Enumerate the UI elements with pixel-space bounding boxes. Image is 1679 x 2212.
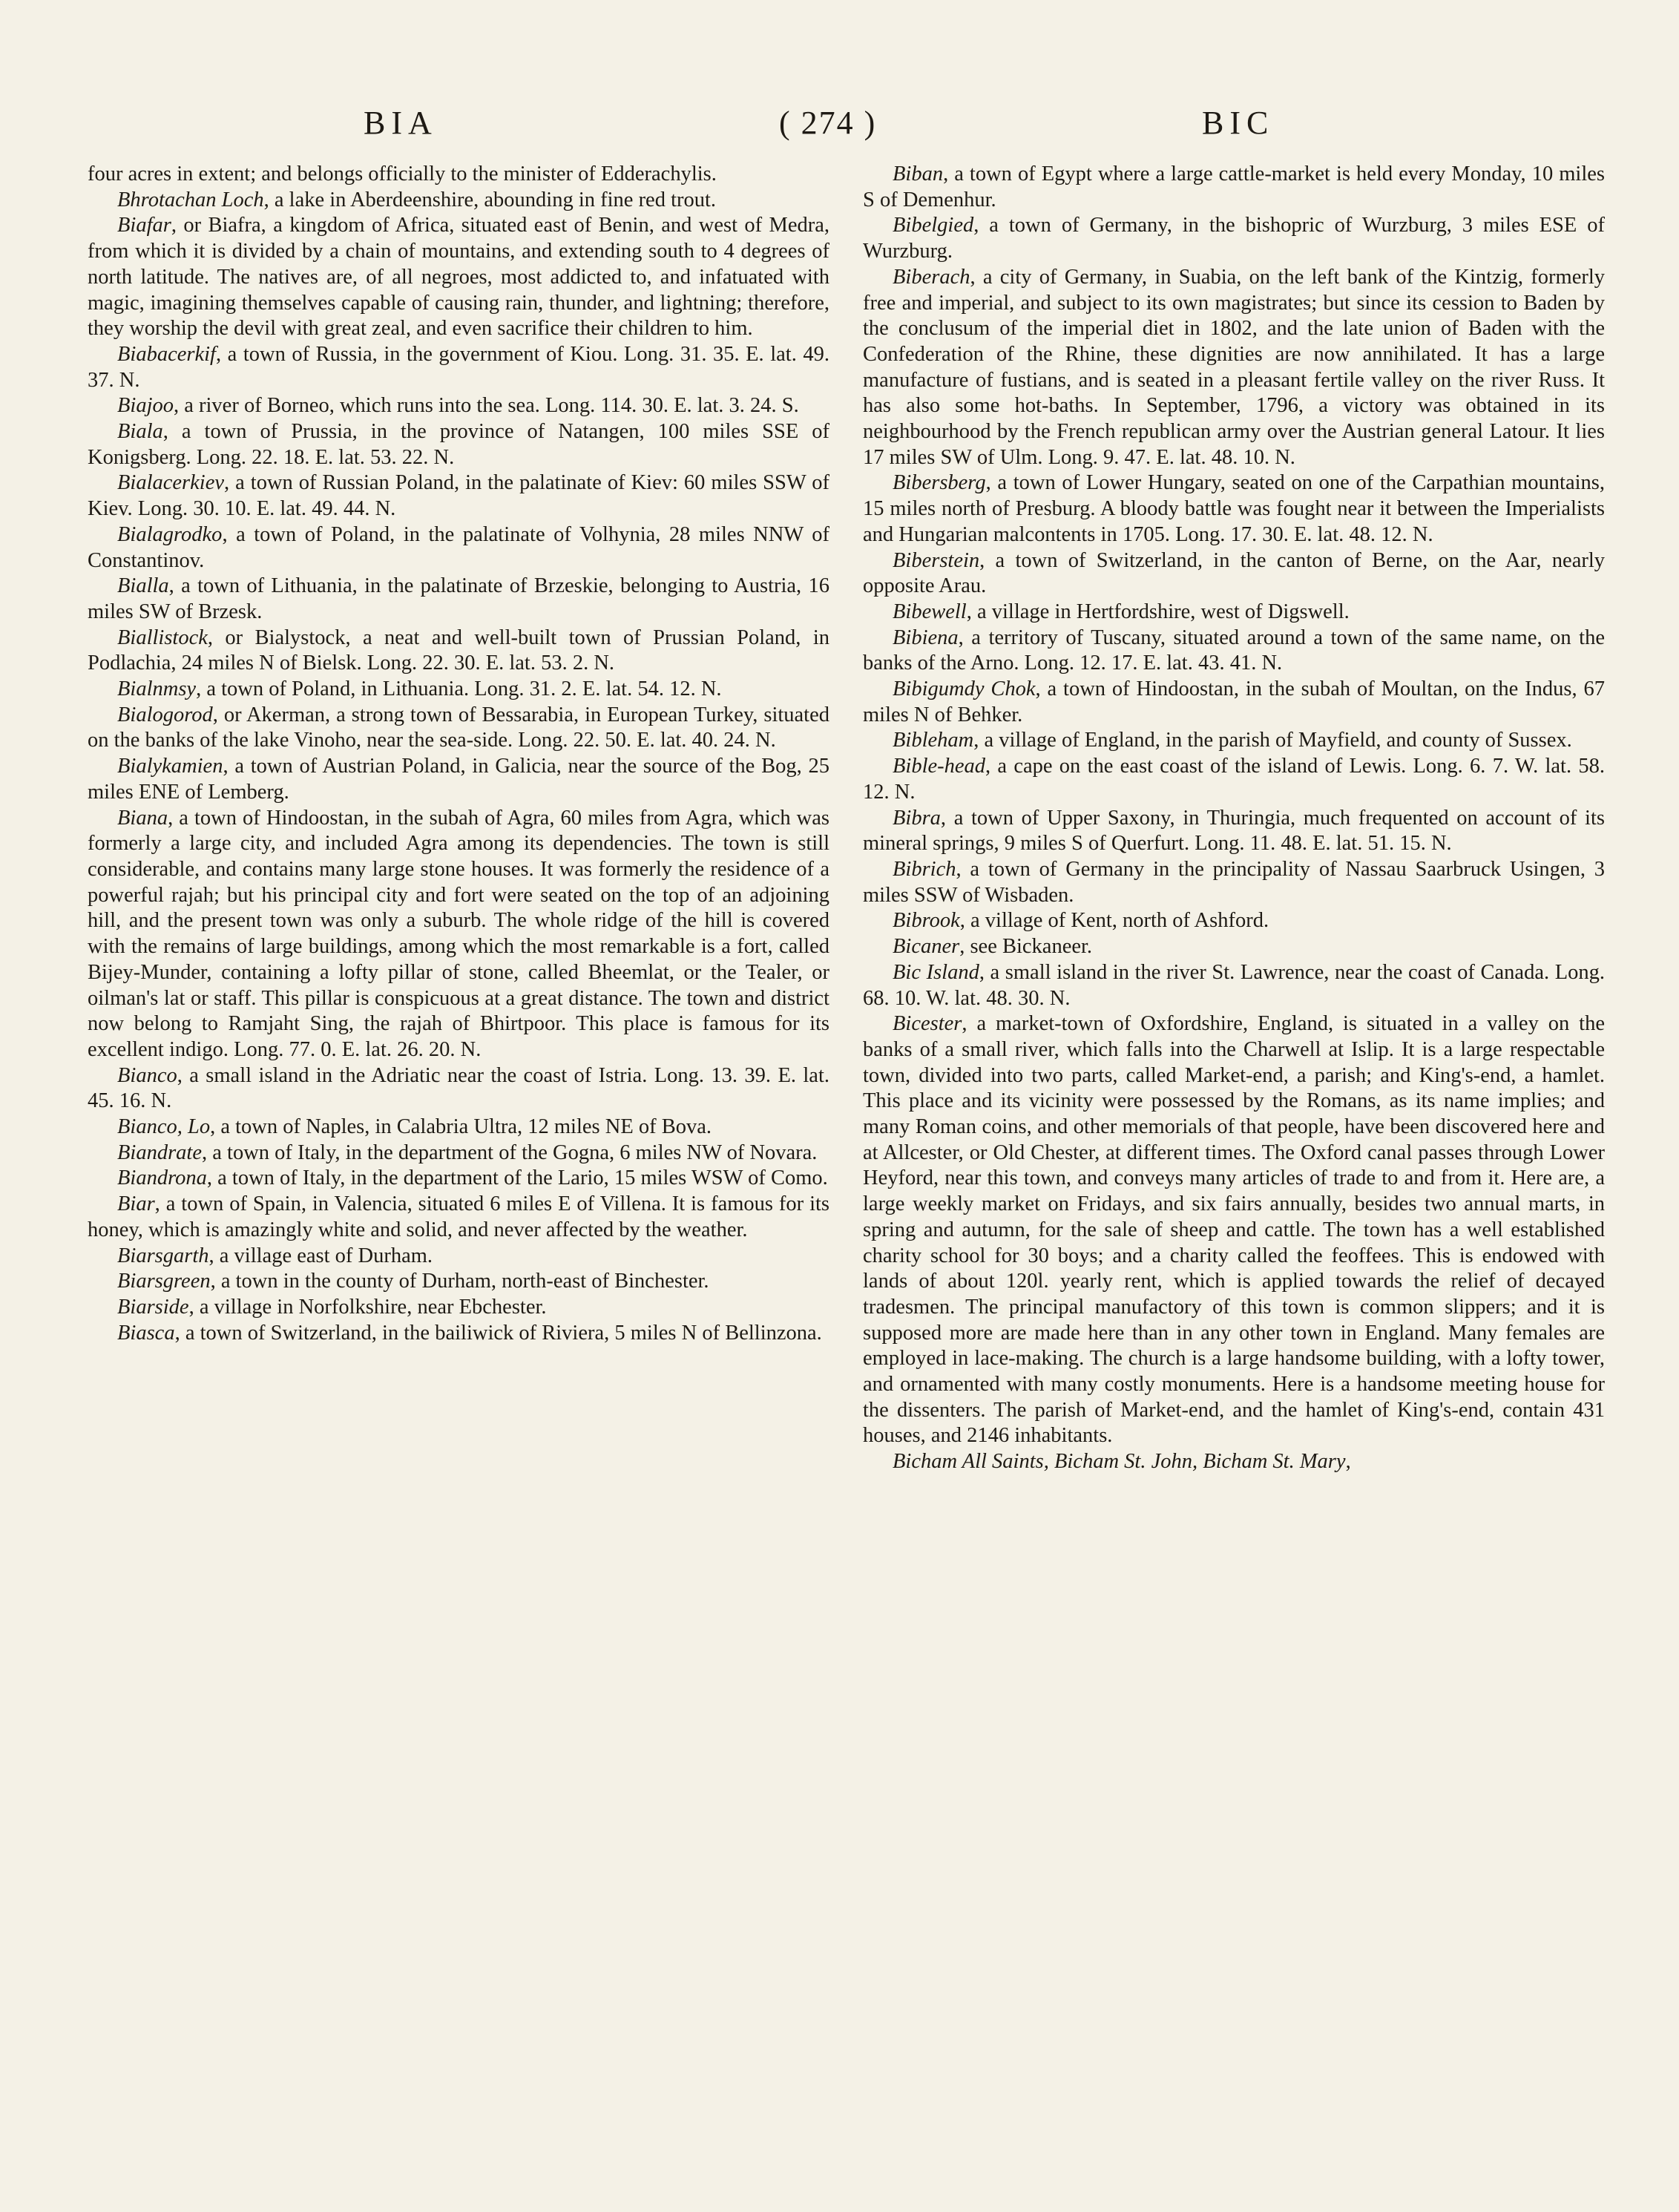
entry-text: , a market-town of Oxfordshire, England, is situated in a valley on the banks of a small river, which falls into the Charwell at Islip. It is a large respectable town, divided into two parts, called Market-end, a parish; and King's-end, a hamlet. This place and its vicinity were possessed by the Romans, as its name implies; and many Roman coins, and other memorials of that people, have been discovered here and at Allcester, or Old Chester, at different times. The Oxford canal passes through Lower Heyford, near this town, and conveys many articles of trade to and from it. Here are, a large weekly market on Fridays, and six fairs annually, besides two annual marts, in spring and autumn, for the sale of sheep and cattle. The town has a well established charity school for 30 boys; and a charity called the feoffees. This is endowed with lands of about 120l. yearly rent, which is applied towards the relief of decayed tradesmen. The principal manufactory of this town is common slippers; and it is supposed more are made here than in any other town in England. Many females are employed in lace-making. The church is a large handsome building, with a lofty tower, and ornamented with many costly monuments. Here is a handsome meeting house for the dissenters. The parish of Market-end, and the hamlet of King's-end, contain 431 houses, and 2146 inhabitants. bbox=[863, 1012, 1605, 1448]
entry-headword: Bibrich bbox=[893, 857, 956, 881]
gazetteer-entry bbox=[863, 960, 1605, 1011]
entry-headword: Bicester bbox=[893, 1012, 962, 1036]
entry-headword: Biarside bbox=[117, 1295, 189, 1319]
entry-headword: Bic Island bbox=[893, 960, 979, 984]
gazetteer-entry bbox=[863, 265, 1605, 471]
entry-text: , a village of Kent, north of Ashford. bbox=[959, 909, 1269, 933]
entry-headword: Biallistock bbox=[117, 626, 208, 649]
gazetteer-entry bbox=[863, 213, 1605, 264]
entry-headword: Bialykamien bbox=[117, 755, 223, 778]
entry-text: , a town of Germany, in the bishopric of Wurzburg, 3 miles ESE of Wurzburg. bbox=[863, 214, 1605, 263]
gazetteer-entry bbox=[88, 213, 829, 342]
entry-text: , a small island in the river St. Lawrence, near the coast of Canada. Long. 68. 10. W. lat. 48. 30. N. bbox=[863, 960, 1605, 1010]
entry-headword: Biarsgarth bbox=[117, 1244, 209, 1267]
gazetteer-entry bbox=[88, 522, 829, 574]
entry-headword: Bicaner bbox=[893, 935, 960, 959]
gazetteer-entry bbox=[88, 419, 829, 470]
entry-headword: Bicham All Saints, Bicham St. John, Bicham St. Mary bbox=[893, 1450, 1346, 1474]
gazetteer-entry bbox=[863, 806, 1605, 857]
entry-text: , a town of Hindoostan, in the subah of Agra, 60 miles from Agra, which was formerly a large city, and included Agra among its dependencies. The town is still considerable, and contains many large stone houses. It was formerly the residence of a powerful rajah; but his principal city and fort were seated on the top of an adjoining hill, and the present town was only a suburb. The whole ridge of the hill is covered with the remains of large buildings, among which the most remarkable is a fort, called Bijey-Munder, containing a lofty pillar of stone, called Bheemlat, or the Tealer, or oilman's lat or staff. This pillar is conspicuous at a great distance. The town and district now belong to Ramjaht Sing, the rajah of Bhirtpoor. This place is famous for its excellent indigo. Long. 77. 0. E. lat. 26. 20. N. bbox=[88, 806, 829, 1061]
gazetteer-entry bbox=[863, 626, 1605, 677]
entry-headword: Bialagrodko bbox=[117, 522, 223, 546]
entry-text: , a town of Lithuania, in the palatinate of Brzeskie, belonging to Austria, 16 miles SW of Brzesk. bbox=[88, 574, 829, 623]
gazetteer-entry bbox=[88, 703, 829, 754]
entry-text: , a town of Upper Saxony, in Thuringia, much frequented on account of its mineral springs, 9 miles S of Querfurt. Long. 11. 48. E. lat. 51. 15. N. bbox=[863, 806, 1605, 856]
gazetteer-entry bbox=[863, 470, 1605, 548]
header-left: BIA bbox=[364, 105, 438, 141]
entry-text: , a village in Hertfordshire, west of Digswell. bbox=[966, 600, 1350, 623]
entry-text: , a town of Germany in the principality of Nassau Saarbruck Usingen, 3 miles SSW of Wisbaden. bbox=[863, 857, 1605, 907]
entry-text: , a town of Naples, in Calabria Ultra, 12 miles NE of Bova. bbox=[210, 1115, 712, 1139]
gazetteer-entry bbox=[88, 574, 829, 625]
entry-text: , or Akerman, a strong town of Bessarabia, in European Turkey, situated on the banks of the lake Vinoho, near the sea-side. Long. 22. 50. E. lat. 40. 24. N. bbox=[88, 703, 829, 752]
entry-headword: Bibelgied bbox=[893, 214, 974, 237]
gazetteer-entry bbox=[88, 470, 829, 522]
gazetteer-entry bbox=[88, 162, 829, 188]
entry-headword: Biasca bbox=[117, 1321, 175, 1345]
entry-text: , a town of Poland, in the palatinate of Volhynia, 28 miles NNW of Constantinov. bbox=[88, 522, 829, 572]
gazetteer-entry bbox=[88, 1115, 829, 1141]
gazetteer-entry bbox=[88, 626, 829, 677]
gazetteer-entry bbox=[863, 1011, 1605, 1449]
entry-headword: Biban bbox=[893, 163, 944, 186]
gazetteer-entry bbox=[88, 1166, 829, 1192]
entry-headword: Biala bbox=[117, 420, 163, 444]
entry-text: , a territory of Tuscany, situated around a town of the same name, on the banks of the Arno. Long. 12. 17. E. lat. 43. 41. N. bbox=[863, 626, 1605, 675]
entry-headword: Bibewell bbox=[893, 600, 967, 623]
entry-headword: Bianco bbox=[117, 1063, 177, 1087]
entry-text: , see Bickaneer. bbox=[959, 935, 1093, 959]
entry-text: , a town of Spain, in Valencia, situated 6 miles E of Villena. It is famous for its honey, which is amazingly white and solid, and never affected by the weather. bbox=[88, 1192, 829, 1241]
running-head bbox=[0, 104, 1679, 148]
gazetteer-entry bbox=[88, 1295, 829, 1321]
entry-text: , a lake in Aberdeenshire, abounding in fine red trout. bbox=[263, 188, 717, 211]
entry-text: four acres in extent; and belongs officially to the minister of Edderachylis. bbox=[88, 163, 717, 186]
gazetteer-entry bbox=[863, 1449, 1605, 1475]
entry-text: , a small island in the Adriatic near the coast of Istria. Long. 13. 39. E. lat. 45. 16. N. bbox=[88, 1063, 829, 1113]
entry-text: , a river of Borneo, which runs into the sea. Long. 114. 30. E. lat. 3. 24. S. bbox=[174, 394, 799, 418]
entry-headword: Biandrate bbox=[117, 1141, 202, 1164]
entry-text: , bbox=[1345, 1450, 1351, 1474]
entry-text: , a village of England, in the parish of Mayfield, and county of Sussex. bbox=[973, 729, 1572, 752]
gazetteer-entry bbox=[88, 393, 829, 419]
entry-text: , a town of Italy, in the department of the Lario, 15 miles WSW of Como. bbox=[206, 1166, 828, 1190]
entry-text: , a town of Switzerland, in the bailiwick of Riviera, 5 miles N of Bellinzona. bbox=[174, 1321, 822, 1345]
gazetteer-entry bbox=[88, 1141, 829, 1166]
entry-text: , a town of Poland, in Lithuania. Long. 31. 2. E. lat. 54. 12. N. bbox=[196, 677, 722, 701]
entry-headword: Bibersberg bbox=[893, 471, 986, 495]
gazetteer-entry bbox=[863, 162, 1605, 213]
gazetteer-entry bbox=[88, 188, 829, 214]
gazetteer-entry bbox=[88, 806, 829, 1063]
entry-headword: Bibra bbox=[893, 806, 941, 830]
gazetteer-entry bbox=[863, 857, 1605, 908]
entry-headword: Biarsgreen bbox=[117, 1270, 211, 1293]
entry-text: , a town of Italy, in the department of the Gogna, 6 miles NW of Novara. bbox=[202, 1141, 818, 1164]
gazetteer-entry bbox=[863, 728, 1605, 754]
entry-headword: Bialnmsy bbox=[117, 677, 197, 701]
entry-headword: Biafar bbox=[117, 214, 171, 237]
entry-headword: Biandrona bbox=[117, 1166, 207, 1190]
gazetteer-entry bbox=[88, 1244, 829, 1270]
entry-headword: Bible-head bbox=[893, 755, 986, 778]
entry-text: , a town of Hindoostan, in the subah of Moultan, on the Indus, 67 miles N of Behker. bbox=[863, 677, 1606, 726]
entry-headword: Biana bbox=[117, 806, 168, 830]
entry-headword: Bibrook bbox=[893, 909, 960, 933]
right-column bbox=[863, 162, 1605, 1475]
entry-text: , a town of Prussia, in the province of Natangen, 100 miles SSE of Konigsberg. Long. 22. 18. E. lat. 53. 22. N. bbox=[88, 420, 829, 469]
entry-headword: Bhrotachan Loch bbox=[117, 188, 264, 211]
entry-headword: Bialogorod bbox=[117, 703, 213, 726]
entry-headword: Biar bbox=[117, 1192, 155, 1216]
entry-headword: Bialla bbox=[117, 574, 169, 598]
entry-headword: Biabacerkif bbox=[117, 342, 216, 366]
entry-headword: Biberach bbox=[893, 265, 970, 289]
entry-text: , a town of Austrian Poland, in Galicia, near the source of the Bog, 25 miles ENE of Lemberg. bbox=[88, 755, 829, 804]
entry-headword: Bialacerkiev bbox=[117, 471, 225, 495]
gazetteer-entry bbox=[863, 934, 1605, 960]
gazetteer-entry bbox=[88, 1063, 829, 1115]
page-number: ( 274 ) bbox=[779, 105, 877, 141]
entry-text: , a town in the county of Durham, north-east of Binchester. bbox=[210, 1270, 709, 1293]
entry-text: , a town of Russia, in the government of Kiou. Long. 31. 35. E. lat. 49. 37. N. bbox=[88, 342, 829, 392]
gazetteer-entry bbox=[863, 677, 1605, 728]
entry-text: , a town of Egypt where a large cattle-market is held every Monday, 10 miles S of Demenhur. bbox=[863, 163, 1605, 211]
entry-headword: Bibleham bbox=[893, 729, 974, 752]
gazetteer-entry bbox=[88, 1192, 829, 1243]
gazetteer-entry bbox=[88, 342, 829, 393]
entry-text: , a cape on the east coast of the island of Lewis. Long. 6. 7. W. lat. 58. 12. N. bbox=[863, 755, 1605, 804]
entry-headword: Bianco, Lo bbox=[117, 1115, 211, 1139]
entry-text: , or Bialystock, a neat and well-built town of Prussian Poland, in Podlachia, 24 miles N of Bielsk. Long. 22. 30. E. lat. 53. 2. N. bbox=[88, 626, 829, 675]
gazetteer-entry bbox=[88, 754, 829, 805]
entry-text: , a town of Lower Hungary, seated on one of the Carpathian mountains, 15 miles north of Presburg. A bloody battle was fought near it between the Imperialists and Hungarian malcontents in 1705. Long. 17. 30. E. lat. 48. 12. N. bbox=[863, 471, 1605, 546]
entry-headword: Biajoo bbox=[117, 394, 174, 418]
gazetteer-entry bbox=[88, 1269, 829, 1295]
gazetteer-entry bbox=[863, 754, 1605, 805]
gazetteer-entry bbox=[88, 677, 829, 703]
gazetteer-entry bbox=[88, 1321, 829, 1347]
entry-headword: Bibigumdy Chok bbox=[893, 677, 1036, 701]
entry-text: , a town of Switzerland, in the canton of Berne, on the Aar, nearly opposite Arau. bbox=[863, 548, 1605, 598]
left-column bbox=[88, 162, 829, 1346]
gazetteer-entry bbox=[863, 548, 1605, 600]
gazetteer-entry bbox=[863, 600, 1605, 626]
entry-text: , or Biafra, a kingdom of Africa, situated east of Benin, and west of Medra, from which it is divided by a chain of mountains, and extending south to 4 degrees of north latitude. The natives are, of all negroes, most addicted to, and infatuated with magic, imagining themselves capable of causing rain, thunder, and lightning; therefore, they worship the devil with great zeal, and even sacrifice their children to him. bbox=[88, 214, 829, 341]
entry-text: , a village east of Durham. bbox=[208, 1244, 433, 1267]
header-right: BIC bbox=[1202, 105, 1275, 141]
entry-headword: Bibiena bbox=[893, 626, 959, 649]
entry-text: , a city of Germany, in Suabia, on the left bank of the Kintzig, formerly free and imperial, and subject to its own magistrates; but since its cession to Baden by the conclusum of the imperial diet in 1802, and the late union of Baden with the Confederation of the Rhine, these dignities are now annihilated. It has a large manufacture of fustians, and is seated in a pleasant fertile valley on the river Russ. It has also some hot-baths. In September, 1796, a victory was obtained in its neighbourhood by the French republican army over the Austrian general Latour. It lies 17 miles SW of Ulm. Long. 9. 47. E. lat. 48. 10. N. bbox=[863, 265, 1605, 469]
entry-text: , a town of Russian Poland, in the palatinate of Kiev: 60 miles SSW of Kiev. Long. 30. 10. E. lat. 49. 44. N. bbox=[88, 471, 829, 521]
entry-text: , a village in Norfolkshire, near Ebchester. bbox=[188, 1295, 547, 1319]
gazetteer-entry bbox=[863, 908, 1605, 934]
entry-headword: Biberstein bbox=[893, 548, 980, 572]
